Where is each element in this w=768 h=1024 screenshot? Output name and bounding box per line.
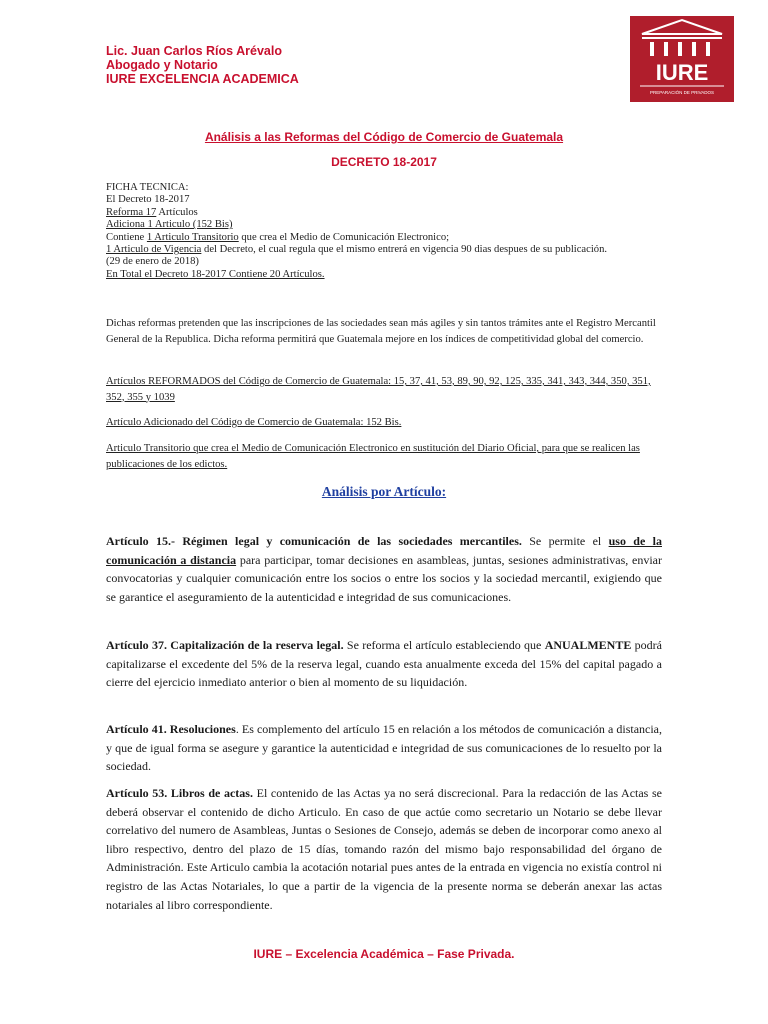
article-15-body: para participar, tomar decisiones en asambleas, juntas, sesiones administrativas, enviar convocatorias y cualquier comunicación entre los socios o entre los socios y la sociedad mercantil, exigiendo que se garantice el aseguramiento de la autenticidad e integridad de sus comunicaciones.: [106, 552, 663, 604]
decree-title: DECRETO 18-2017: [331, 155, 437, 169]
letterhead: [106, 44, 299, 86]
ficha-date: (29 de enero de 2018): [106, 256, 199, 268]
article-37-mid: Se reforma el artículo estableciendo que: [343, 638, 545, 652]
reformados-list: Artículos REFORMADOS del Código de Comercio de Guatemala: 15, 37, 41, 53, 89, 90, 92, 125, 335, 341, 343, 344, 350, 351, 352, 355 y 1039: [106, 376, 651, 403]
article-15: [106, 532, 662, 606]
iure-logo-graphic: [630, 16, 734, 102]
article-53-body: El contenido de las Actas ya no será discrecional. Para la redacción de las Actas se deberá observar el contenido de dicho Articulo. En caso de que actúe como secretario un Notario se debe llevar correlativo del numero de Asambleas, Juntas o Sesiones de Consejo, además se deben de incorporar como anexo al libro respectivo, dentro del plazo de 15 días, tomando razón del mismo bajo responsabilidad del órgano de Administración. Este Articulo cambia la acotación notarial pues antes de la entrada en vigencia no existía control ni registro de las Actas Notariales, lo que a partir de la vigencia de la presente norma se deberán anexar las actas notariales al libro correspondiente.: [106, 786, 662, 912]
article-15-mid: Se permite el: [521, 534, 609, 548]
ficha-vigencia-label: 1 Articulo de Vigencia: [106, 244, 202, 256]
article-41-title: Artículo 41. Resoluciones: [106, 722, 236, 736]
ficha-transitorio-suffix: que crea el Medio de Comunicación Electronico;: [238, 231, 450, 243]
transitorio-line: Articulo Transitorio que crea el Medio de Comunicación Electronico en sustitución del Diario Oficial, para que se realicen las publicaciones de los edictos.: [106, 443, 640, 470]
institution-name: IURE EXCELENCIA ACADEMICA: [106, 72, 299, 86]
logo-tagline: PREPARACIÓN DE PRIVADOS: [649, 90, 715, 95]
article-37: [106, 636, 662, 692]
page-footer: IURE – Excelencia Académica – Fase Privada.: [253, 947, 515, 961]
ficha-transitorio-prefix: Contiene: [106, 231, 147, 243]
iure-logo: [630, 16, 734, 102]
ficha-total: En Total el Decreto 18-2017 Contiene 20 Artículos.: [106, 268, 325, 280]
ficha-reforma-suffix: Artículos: [156, 206, 198, 218]
article-37-emphasis: ANUALMENTE: [544, 638, 632, 652]
ficha-decree: El Decreto 18-2017: [106, 194, 190, 206]
ficha-heading: FICHA TECNICA:: [106, 182, 189, 193]
ficha-vigencia-text: del Decreto, el cual regula que el mismo entrerá en vigencia 90 dias despues de su publicación.: [201, 244, 608, 256]
ficha-vigencia: [106, 244, 666, 256]
ficha-adiciona: Adiciona 1 Articulo (152 Bis): [106, 219, 233, 231]
ficha-transitorio-link: 1 Articulo Transitorio: [146, 231, 239, 243]
article-37-body: podrá capitalizarse el excedente del 5% de la reserva legal, cuando esta anualmente exceda del 15% del capital pagado a cierre del ejercicio inmediato anterior o bien al momento de su liquidación.: [106, 638, 662, 690]
article-15-title: Artículo 15.- Régimen legal y comunicación de las sociedades mercantiles.: [106, 534, 522, 548]
adicionado-line: Artículo Adicionado del Código de Comercio de Guatemala: 152 Bis.: [106, 417, 402, 428]
author-profession: Abogado y Notario: [106, 58, 218, 72]
author-name: Lic. Juan Carlos Ríos Arévalo: [106, 44, 282, 58]
intro-paragraph: Dichas reformas pretenden que las inscripciones de las sociedades sean más agiles y sin tantos trámites ante el Registro Mercantil General de la Republica. Dicha reforma permitirá que Guatemala mejore en los índices de competitividad global del comercio.: [106, 318, 656, 345]
article-53: [106, 784, 662, 914]
ficha-transitorio: [106, 232, 666, 244]
article-15-highlight: uso de la comunicación a distancia: [106, 534, 662, 567]
article-37-title: Artículo 37. Capitalización de la reserva legal.: [106, 638, 344, 652]
article-41: [106, 720, 662, 776]
article-41-body: . Es complemento del artículo 15 en relación a los métodos de comunicación a distancia, y que de igual forma se asegure y garantice la autenticidad e integridad de sus comunicaciones de lo resuelto por la sociedad.: [106, 722, 663, 774]
logo-text: IURE: [655, 60, 709, 85]
document-title: Análisis a las Reformas del Código de Comercio de Guatemala: [204, 130, 564, 144]
ficha-reforma: [106, 207, 666, 219]
analysis-heading: Análisis por Artículo:: [321, 484, 447, 499]
article-53-title: Artículo 53. Libros de actas.: [106, 786, 253, 800]
ficha-reforma-count: Reforma 17: [106, 206, 157, 218]
technical-sheet: [106, 182, 666, 281]
